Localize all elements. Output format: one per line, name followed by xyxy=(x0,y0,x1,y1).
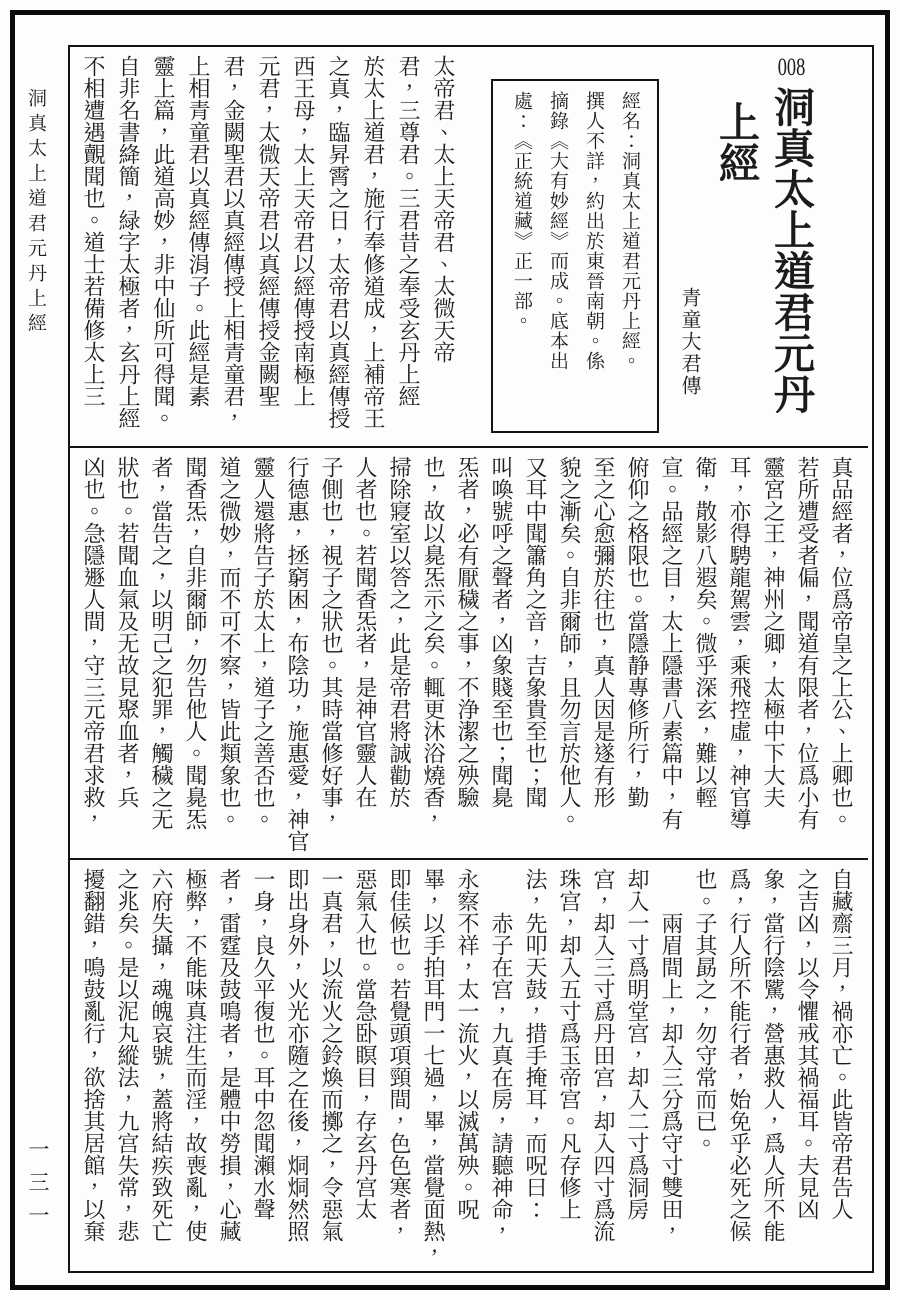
text-column: 宣。品經之目，太上隱書八素篇中，有 xyxy=(659,456,684,830)
text-column: 法，先叩天鼓，措手掩耳，而呪曰： xyxy=(523,868,548,1220)
text-column: 之兆矣。是以泥丸縱法，九宫失常，悲 xyxy=(115,868,140,1242)
text-column: 却入一寸爲明堂宫，却入二寸爲洞房 xyxy=(625,868,650,1220)
text-column: 若所遭受者偏，聞道有限者，位爲小有 xyxy=(795,456,820,830)
text-column: 宫，却入三寸爲丹田宫，却入四寸爲流 xyxy=(591,868,616,1242)
text-column: 炁者，必有厭穢之事，不浄潔之殃驗 xyxy=(455,456,480,808)
text-column: 不相遭遇覿聞也。道士若備修太上三 xyxy=(81,55,106,407)
main-title-continued: 上經 xyxy=(713,101,759,183)
text-column: 叫喚號呼之聲者，凶象賤至也；聞臰 xyxy=(489,456,514,808)
text-column: 自非名書絳簡，緑字太極者，玄丹上經 xyxy=(116,55,141,429)
text-column: 六府失攝，魂魄哀號，蓋將結疾致死亡 xyxy=(149,868,174,1242)
colophon-box xyxy=(491,79,659,433)
text-column: 衛，散影八遐矣。微乎深玄，難以輕 xyxy=(693,456,718,808)
text-column: 太帝君、太上天帝君、太微天帝 xyxy=(431,55,456,363)
colophon-column: 經名：洞真太上道君元丹上經。 xyxy=(619,91,640,371)
text-column: 者，當告之，以明己之犯罪，觸穢之无 xyxy=(149,456,174,830)
text-column: 者，雷霆及鼓鳴者，是體中勞損，心藏 xyxy=(217,868,242,1242)
text-column: 擾翻錯，鳴鼓亂行，欲捨其居館，以棄 xyxy=(81,868,106,1242)
text-column: 元君，太微天帝君以真經傳授金闕聖 xyxy=(256,55,281,407)
text-column: 貌之漸矣。自非爾師，且勿言於他人。 xyxy=(557,456,582,830)
text-column: 也。子其勗之，勿守常而已。 xyxy=(693,868,718,1154)
text-column: 掃除寢室以答之，此是帝君將誠勸於 xyxy=(387,456,412,808)
text-column: 上相青童君以真經傳涓子。此經是素 xyxy=(186,55,211,407)
text-column: 道之微妙，而不可不察，皆此類象也。 xyxy=(217,456,242,830)
text-column: 靈人還將告子於太上，道子之善否也。 xyxy=(251,456,276,830)
text-column: 人者也。若聞香炁者，是神官靈人在 xyxy=(353,456,378,808)
text-column: 真品經者，位爲帝皇之上公、上卿也。 xyxy=(829,456,854,830)
text-column: 耳，亦得騁龍駕雲，乘飛控虛，神官導 xyxy=(727,456,752,830)
text-column: 至之心愈彌於往也，真人因是遂有形 xyxy=(591,456,616,808)
text-column: 畢，以手拍耳門一七過，畢，當覺面熱， xyxy=(421,868,446,1264)
text-column: 極弊，不能味真注生而淫，故喪亂，使 xyxy=(183,868,208,1242)
text-column: 行德惠，拯窮困，布陰功，施惠愛，神官 xyxy=(285,456,310,852)
folio-page-number: 一三一 xyxy=(26,1138,50,1237)
text-column: 俯仰之格限也。當隱静專修所行，勤 xyxy=(625,456,650,808)
text-column: 靈上篇，此道高妙，非中仙所可得聞。 xyxy=(151,55,176,429)
text-column: 狀也。若聞血氣及无故見聚血者，兵 xyxy=(115,456,140,808)
text-column: 聞香炁，自非爾師，勿告他人。聞臰炁 xyxy=(183,456,208,830)
text-column: 一真君，以流火之鈴煥而擲之，令惡氣 xyxy=(319,868,344,1242)
section-bottom xyxy=(70,858,868,1271)
text-column: 惡氣入也。當急卧瞑目，存玄丹宫太 xyxy=(353,868,378,1220)
text-column: 爲，行人所不能行者，始免乎必死之候 xyxy=(727,868,752,1242)
main-title: 洞真太上道君元丹 xyxy=(768,86,814,414)
text-column: 赤子在宫，九真在房，請聽神命， xyxy=(489,868,514,1242)
text-column: 凶也。急隱遯人間，守三元帝君求救， xyxy=(81,456,106,830)
text-column: 即佳候也。若覺頭項頸間，色色寒者， xyxy=(387,868,412,1242)
text-column: 即出身外，火光亦隨之在後，烔烔然照 xyxy=(285,868,310,1242)
text-column: 子側也，視子之狀也。其時當修好事， xyxy=(319,456,344,830)
main-title-column xyxy=(763,55,819,440)
colophon-column: 摘錄《大有妙經》而成。底本出 xyxy=(547,91,568,371)
colophon-column: 撰人不詳，約出於東晉南朝。係 xyxy=(583,91,604,371)
text-column: 兩眉間上，却入三分爲守寸雙田， xyxy=(659,868,684,1242)
text-column: 君，三尊君。三君昔之奉受玄丹上經 xyxy=(396,55,421,407)
text-column: 自藏齋三月，禍亦亡。此皆帝君告人 xyxy=(829,868,854,1220)
side-title: 洞真太上道君元丹上經 xyxy=(25,88,46,338)
text-column: 君，金闕聖君以真經傳授上相青童君， xyxy=(221,55,246,429)
text-column: 西王母，太上天帝君以經傳授南極上 xyxy=(291,55,316,407)
text-column: 珠宫，却入五寸爲玉帝宫。凡存修上 xyxy=(557,868,582,1220)
section-middle xyxy=(70,446,868,858)
text-column: 象，當行陰騭，營惠救人，爲人所不能 xyxy=(761,868,786,1242)
colophon-column: 處：《正統道藏》正一部。 xyxy=(511,91,532,331)
attribution: 青童大君傳 xyxy=(678,287,700,397)
section-top xyxy=(70,47,829,446)
text-column: 於太上道君，施行奉修道成，上補帝王 xyxy=(361,55,386,429)
text-column: 也，故以臰炁示之矣。輒更沐浴燒香， xyxy=(421,456,446,830)
text-column: 一身，良久平復也。耳中忽聞瀨水聲 xyxy=(251,868,276,1220)
text-column: 又耳中聞簫角之音，吉象貴至也；聞 xyxy=(523,456,548,808)
text-column: 之真，臨昇霄之日，太帝君以真經傳授 xyxy=(326,55,351,429)
text-column: 永察不祥，太一流火，以滅萬殃。呪 xyxy=(455,868,480,1220)
text-block-frame xyxy=(68,45,874,1273)
serial-number: 008 xyxy=(777,55,806,80)
text-column: 之吉凶，以令懼戒其禍福耳。夫見凶 xyxy=(795,868,820,1220)
text-column: 靈宮之王，神州之卿，太極中下大夫 xyxy=(761,456,786,808)
